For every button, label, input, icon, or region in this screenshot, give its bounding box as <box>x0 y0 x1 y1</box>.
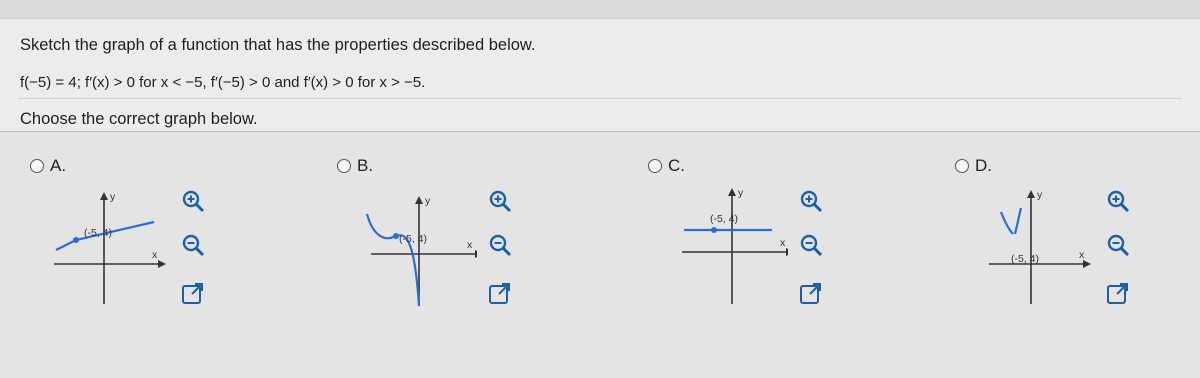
y-axis-arrow <box>415 196 423 204</box>
zoom-in-icon[interactable] <box>180 188 206 214</box>
zoom-out-icon[interactable] <box>487 232 513 258</box>
x-axis-arrow <box>158 260 166 268</box>
function-curve-left <box>367 214 395 238</box>
point-marker <box>711 227 717 233</box>
x-axis-arrow <box>1083 260 1091 268</box>
option-label: C. <box>668 156 685 175</box>
point-marker <box>73 237 79 243</box>
zoom-in-icon[interactable] <box>1105 188 1131 214</box>
open-external-icon[interactable] <box>1105 280 1131 306</box>
y-axis-arrow <box>1027 190 1035 198</box>
y-axis-arrow <box>100 192 108 200</box>
graph-a <box>30 186 170 312</box>
x-axis-arrow <box>786 248 788 256</box>
graph-tools <box>798 188 832 308</box>
point-label: (-5, 4) <box>1011 253 1040 265</box>
option-label: D. <box>975 156 992 175</box>
x-axis-label: x <box>467 239 473 251</box>
function-curve-right <box>397 235 419 306</box>
option-a-choice[interactable] <box>30 156 66 176</box>
x-axis-arrow <box>475 250 477 258</box>
option-b-choice[interactable] <box>337 156 373 176</box>
option-d-choice[interactable] <box>955 156 992 176</box>
point-label: (-5, 4) <box>84 227 113 239</box>
radio-button[interactable] <box>648 159 662 173</box>
zoom-in-icon[interactable] <box>487 188 513 214</box>
radio-button[interactable] <box>337 159 351 173</box>
divider <box>18 98 1182 99</box>
radio-button[interactable] <box>955 159 969 173</box>
graph-tools <box>180 188 214 308</box>
option-label: B. <box>357 156 374 175</box>
option-c-choice[interactable] <box>648 156 685 176</box>
question-properties: f(−5) = 4; f′(x) > 0 for x < −5, f′(−5) > 0 and f′(x) > 0 for x > −5. <box>20 74 426 91</box>
graph-tools <box>487 188 521 308</box>
y-axis-arrow <box>728 188 736 196</box>
graph-tools <box>1105 188 1139 308</box>
open-external-icon[interactable] <box>798 280 824 306</box>
graph-c <box>648 186 788 312</box>
x-axis-label: x <box>1079 249 1085 261</box>
y-axis-label: y <box>425 195 431 207</box>
zoom-out-icon[interactable] <box>1105 232 1131 258</box>
graph-d <box>955 186 1095 312</box>
x-axis-label: x <box>780 237 786 249</box>
question-prompt: Choose the correct graph below. <box>20 110 258 128</box>
function-curve-right <box>1015 208 1021 234</box>
function-curve-left <box>1001 212 1013 234</box>
option-b <box>337 152 627 312</box>
option-a <box>30 152 320 312</box>
option-d <box>955 152 1200 312</box>
zoom-out-icon[interactable] <box>180 232 206 258</box>
y-axis-label: y <box>110 191 116 203</box>
zoom-out-icon[interactable] <box>798 232 824 258</box>
zoom-in-icon[interactable] <box>798 188 824 214</box>
x-axis-label: x <box>152 249 158 261</box>
graph-b <box>337 186 477 312</box>
point-label: (-5, 4) <box>399 233 428 245</box>
question-instruction: Sketch the graph of a function that has the properties described below. <box>20 36 536 54</box>
y-axis-label: y <box>1037 189 1043 201</box>
radio-button[interactable] <box>30 159 44 173</box>
y-axis-label: y <box>738 187 744 199</box>
option-label: A. <box>50 156 67 175</box>
option-c <box>648 152 938 312</box>
top-strip <box>0 0 1200 18</box>
point-label: (-5, 4) <box>710 213 739 225</box>
open-external-icon[interactable] <box>487 280 513 306</box>
open-external-icon[interactable] <box>180 280 206 306</box>
